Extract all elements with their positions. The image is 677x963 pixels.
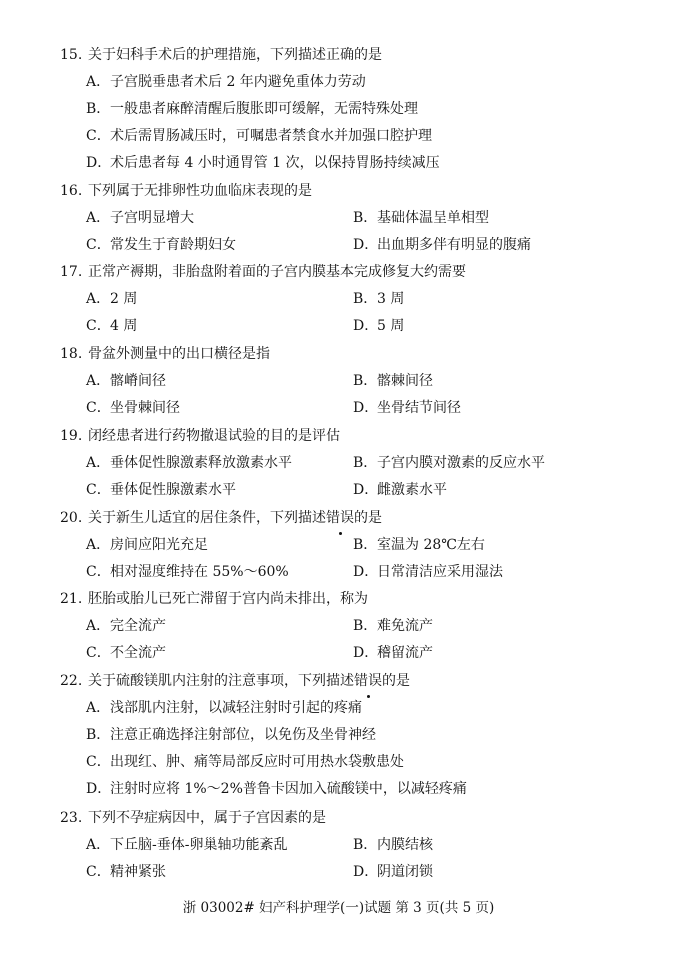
option-text: 浅部肌内注射，以减轻注射时引起的疼痛 — [110, 700, 362, 716]
option-b — [353, 450, 545, 477]
question-stem — [60, 586, 660, 613]
option-text: 子宫内膜对激素的反应水平 — [377, 455, 545, 471]
option-letter: B． — [353, 837, 378, 853]
option-row — [60, 450, 660, 477]
option-row — [60, 368, 660, 395]
option-a — [86, 205, 194, 232]
option-letter: D． — [353, 400, 379, 416]
option-letter: A． — [86, 700, 111, 716]
option-letter: A． — [86, 537, 111, 553]
option-text: 室温为 28℃左右 — [377, 537, 485, 553]
option-row — [60, 477, 660, 504]
option-row — [60, 123, 660, 150]
option-row — [60, 749, 660, 776]
question-stem — [60, 341, 660, 368]
question-text: 下列属于无排卵性功血临床表现的是 — [88, 183, 312, 199]
question-text: 正常产褥期，非胎盘附着面的子宫内膜基本完成修复大约需要 — [88, 264, 466, 280]
question-17 — [60, 259, 660, 340]
option-d — [86, 150, 440, 177]
option-letter: D． — [353, 237, 379, 253]
option-a — [86, 69, 366, 96]
option-c — [86, 477, 236, 504]
emphasis-wrong: 错误 — [354, 668, 382, 695]
option-b — [353, 613, 433, 640]
option-row — [60, 640, 660, 667]
option-letter: D． — [353, 482, 379, 498]
question-number: 15. — [60, 47, 83, 63]
option-letter: D． — [353, 864, 379, 880]
option-text: 子宫脱垂患者术后 2 年内避免重体力劳动 — [110, 74, 366, 90]
option-text: 房间应阳光充足 — [110, 537, 208, 553]
question-text-post: 的是 — [382, 673, 410, 689]
option-d — [353, 559, 503, 586]
option-letter: C． — [86, 237, 111, 253]
option-d — [353, 640, 433, 667]
question-text-post: 的是 — [354, 510, 382, 526]
option-row — [60, 232, 660, 259]
option-letter: C． — [86, 754, 111, 770]
option-text: 子宫明显增大 — [110, 210, 194, 226]
option-letter: B． — [353, 537, 378, 553]
question-number: 18. — [60, 346, 83, 362]
question-number: 21. — [60, 591, 83, 607]
option-d — [353, 477, 447, 504]
option-text: 内膜结核 — [377, 837, 433, 853]
option-row — [60, 695, 660, 722]
option-letter: C． — [86, 128, 111, 144]
option-letter: A． — [86, 291, 111, 307]
option-d — [353, 232, 531, 259]
option-text: 2 周 — [110, 291, 138, 307]
question-stem — [60, 805, 660, 832]
option-b — [353, 286, 404, 313]
option-text: 术后患者每 4 小时通胃管 1 次，以保持胃肠持续减压 — [110, 155, 440, 171]
option-c — [86, 232, 236, 259]
option-a — [86, 286, 137, 313]
option-text: 术后需胃肠减压时，可嘱患者禁食水并加强口腔护理 — [110, 128, 432, 144]
option-text: 雌激素水平 — [377, 482, 447, 498]
option-text: 不全流产 — [110, 645, 166, 661]
option-text: 出现红、肿、痛等局部反应时可用热水袋敷患处 — [110, 754, 404, 770]
option-a — [86, 695, 362, 722]
question-16 — [60, 178, 660, 259]
option-text: 下丘脑-垂体-卵巢轴功能紊乱 — [110, 837, 288, 853]
option-text: 精神紧张 — [110, 864, 166, 880]
option-c — [86, 313, 137, 340]
option-text: 5 周 — [377, 318, 405, 334]
option-letter: B． — [86, 727, 111, 743]
option-row — [60, 722, 660, 749]
option-text: 难免流产 — [377, 618, 433, 634]
question-stem — [60, 259, 660, 286]
option-text: 3 周 — [377, 291, 405, 307]
option-row — [60, 532, 660, 559]
option-letter: C． — [86, 482, 111, 498]
question-number: 20. — [60, 510, 83, 526]
option-letter: C． — [86, 564, 111, 580]
option-c — [86, 395, 180, 422]
option-letter: D． — [86, 155, 112, 171]
option-d — [353, 859, 433, 886]
option-b — [353, 368, 433, 395]
option-text: 注意正确选择注射部位，以免伤及坐骨神经 — [110, 727, 376, 743]
option-row — [60, 395, 660, 422]
question-20 — [60, 505, 660, 586]
option-text: 髂嵴间径 — [110, 373, 166, 389]
option-text: 日常清洁应采用湿法 — [377, 564, 503, 580]
option-text: 基础体温呈单相型 — [377, 210, 489, 226]
option-letter: B． — [86, 101, 111, 117]
option-letter: D． — [353, 318, 379, 334]
question-number: 23. — [60, 810, 83, 826]
option-letter: B． — [353, 455, 378, 471]
emphasis-wrong: 错误 — [326, 505, 354, 532]
option-c — [86, 749, 404, 776]
question-number: 19. — [60, 428, 83, 444]
question-text: 闭经患者进行药物撤退试验的目的是评估 — [88, 428, 340, 444]
option-row — [60, 96, 660, 123]
option-letter: B． — [353, 210, 378, 226]
question-text: 骨盆外测量中的出口横径是指 — [88, 346, 270, 362]
option-letter: A． — [86, 210, 111, 226]
question-stem — [60, 42, 660, 69]
option-text: 稽留流产 — [377, 645, 433, 661]
option-d — [353, 313, 404, 340]
option-row — [60, 832, 660, 859]
option-d — [86, 776, 467, 803]
option-letter: C． — [86, 400, 111, 416]
option-letter: D． — [353, 645, 379, 661]
option-text: 阴道闭锁 — [377, 864, 433, 880]
option-letter: C． — [86, 864, 111, 880]
option-c — [86, 123, 432, 150]
option-row — [60, 776, 660, 803]
option-letter: A． — [86, 837, 111, 853]
question-23 — [60, 805, 660, 886]
option-letter: A． — [86, 618, 111, 634]
option-b — [353, 532, 485, 559]
option-letter: D． — [353, 564, 379, 580]
option-row — [60, 613, 660, 640]
question-18 — [60, 341, 660, 422]
question-text: 胚胎或胎儿已死亡滞留于宫内尚未排出，称为 — [88, 591, 368, 607]
option-b — [86, 96, 418, 123]
question-number: 16. — [60, 183, 83, 199]
option-text: 髂棘间径 — [377, 373, 433, 389]
option-letter: B． — [353, 291, 378, 307]
option-text: 坐骨棘间径 — [110, 400, 180, 416]
option-letter: A． — [86, 455, 111, 471]
option-text: 一般患者麻醉清醒后腹胀即可缓解，无需特殊处理 — [110, 101, 418, 117]
option-text: 出血期多伴有明显的腹痛 — [377, 237, 531, 253]
option-row — [60, 205, 660, 232]
question-stem — [60, 423, 660, 450]
option-b — [353, 832, 433, 859]
question-22 — [60, 668, 660, 803]
option-text: 常发生于育龄期妇女 — [110, 237, 236, 253]
option-a — [86, 832, 287, 859]
option-d — [353, 395, 461, 422]
option-text: 4 周 — [110, 318, 138, 334]
option-row — [60, 150, 660, 177]
option-row — [60, 859, 660, 886]
option-b — [353, 205, 489, 232]
question-text-pre: 关于新生儿适宜的居住条件，下列描述 — [88, 510, 326, 526]
option-text: 注射时应将 1%～2%普鲁卡因加入硫酸镁中，以减轻疼痛 — [110, 781, 467, 797]
option-a — [86, 450, 292, 477]
question-number: 22. — [60, 673, 83, 689]
option-row — [60, 559, 660, 586]
option-row — [60, 313, 660, 340]
question-19 — [60, 423, 660, 504]
option-c — [86, 859, 166, 886]
option-a — [86, 613, 166, 640]
option-c — [86, 640, 166, 667]
option-row — [60, 69, 660, 96]
option-row — [60, 286, 660, 313]
option-letter: C． — [86, 318, 111, 334]
question-text: 下列不孕症病因中，属于子宫因素的是 — [88, 810, 326, 826]
question-text-pre: 关于硫酸镁肌内注射的注意事项，下列描述 — [88, 673, 354, 689]
option-letter: D． — [86, 781, 112, 797]
option-text: 垂体促性腺激素释放激素水平 — [110, 455, 292, 471]
question-text: 关于妇科手术后的护理措施，下列描述正确的是 — [88, 47, 382, 63]
option-letter: A． — [86, 373, 111, 389]
question-number: 17. — [60, 264, 83, 280]
option-b — [86, 722, 376, 749]
option-text: 相对湿度维持在 55%～60% — [110, 564, 289, 580]
option-text: 垂体促性腺激素水平 — [110, 482, 236, 498]
question-21 — [60, 586, 660, 667]
option-letter: A． — [86, 74, 111, 90]
option-a — [86, 532, 208, 559]
page-footer: 浙 03002# 妇产科护理学(一)试题 第 3 页(共 5 页) — [182, 900, 495, 916]
question-15 — [60, 42, 660, 177]
option-letter: C． — [86, 645, 111, 661]
question-stem — [60, 505, 660, 532]
option-a — [86, 368, 166, 395]
option-c — [86, 559, 289, 586]
question-stem — [60, 178, 660, 205]
option-letter: B． — [353, 373, 378, 389]
option-letter: B． — [353, 618, 378, 634]
option-text: 坐骨结节间径 — [377, 400, 461, 416]
question-stem — [60, 668, 660, 695]
option-text: 完全流产 — [110, 618, 166, 634]
